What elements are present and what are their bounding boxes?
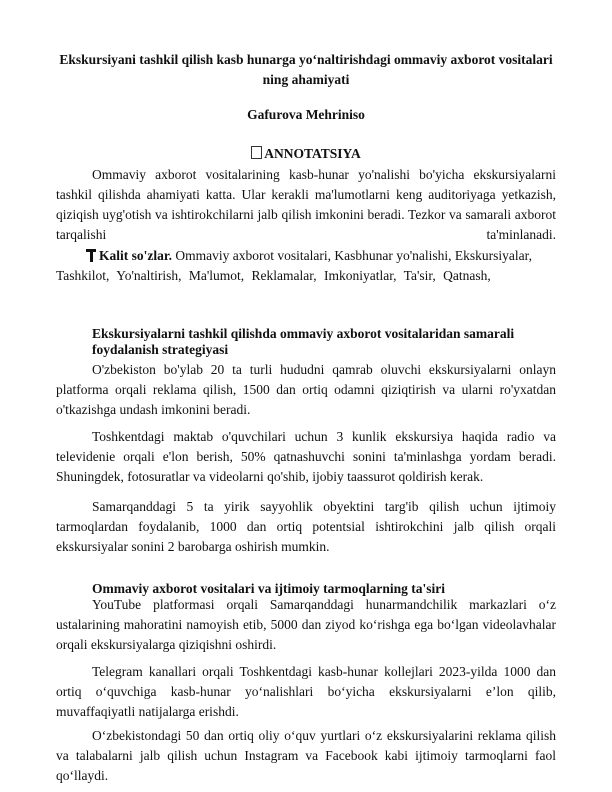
- keywords-text-2: Tashkilot, Yo'naltirish, Ma'lumot, Reklamalar, Imkoniyatlar, Ta'sir, Qatnash,: [56, 268, 491, 283]
- placeholder-glyph-icon: [251, 146, 262, 159]
- section-2-paragraph-3: O‘zbekistondagi 50 dan ortiq oliy o‘quv yurtlari o‘z ekskursiyalarini reklama qilish va talabalarni jalb qilish uchun Instagram va Facebook kabi ijtimoiy tarmoqlarni faol qo‘llaydi.: [56, 728, 556, 783]
- section-1-paragraph-2: Toshkentdagi maktab o'quvchilari uchun 3 kunlik ekskursiya haqida radio va televidenie orqali e'lon berish, 50% qatnashuvchi sonini ta'minlashga yordam beradi. Shuningdek, fotosuratlar va videolarni qo'shib, ijobiy taassurot qoldirish kerak.: [56, 429, 556, 484]
- keywords-label: Kalit so'zlar.: [99, 248, 172, 263]
- keywords-line-1: [56, 246, 556, 266]
- annotation-paragraph: Ommaviy axborot vositalarining kasb-hunar yo'nalishi bo'yicha ekskursiyalarni tashkil qilishda ahamiyati katta. Ular kerakli ma'lumotlarni keng auditoriyaga yetkazish, qiziqish uyg'otish va ishtirokchilarni jalb qilish imkonini beradi. Tezkor va samarali axborot tarqalishi ta'minlanadi.: [56, 167, 556, 242]
- section-2-heading: Ommaviy axborot vositalari va ijtimoiy tarmoqlarning ta'siri: [92, 581, 445, 596]
- keywords-text-1: Ommaviy axborot vositalari, Kasbhunar yo'nalishi, Ekskursiyalar,: [175, 248, 532, 263]
- annotation-heading-text: ANNOTATSIYA: [264, 146, 361, 161]
- section-1-heading: Ekskursiyalarni tashkil qilishda ommaviy axborot vositalaridan samarali foydalanish strategiyasi: [92, 326, 515, 357]
- annotation-heading: [56, 145, 556, 163]
- keywords-block: [56, 246, 556, 286]
- section-1-paragraph-3: Samarqanddagi 5 ta yirik sayyohlik obyektini targ'ib qilish uchun ijtimoiy tarmoqlardan foydalanib, 1000 dan ortiq potentsial ishtirokchini jalb qilish orqali ekskursiyalar sonini 2 barobarga oshirish mumkin.: [56, 499, 556, 554]
- flag-icon: [86, 248, 96, 262]
- section-2-paragraph-2: Telegram kanallari orqali Toshkentdagi kasb-hunar kollejlari 2023-yilda 1000 dan ortiq o‘quvchiga kasb-hunar yo‘nalishlari bo‘yicha ekskursiyalarni e’lon qilib, muvaffaqiyatli natijalarga erishdi.: [56, 664, 556, 719]
- paper-title: Ekskursiyani tashkil qilish kasb hunarga yo‘naltirishdagi ommaviy axborot vositalari ning ahamiyati: [59, 52, 553, 87]
- author-name: Gafurova Mehriniso: [247, 107, 365, 122]
- section-2-paragraph-1: YouTube platformasi orqali Samarqanddagi hunarmandchilik markazlari o‘z ustalarining mahoratini namoyish etib, 5000 dan ziyod ko‘rishga ega bo‘lgan videolavhalar orqali ekskursiyalarga qiziqishni oshirdi.: [56, 597, 556, 652]
- section-1-paragraph-1: O'zbekiston bo'ylab 20 ta turli hududni qamrab oluvchi ekskursiyalarni onlayn platforma orqali reklama qilish, 1500 dan ortiq odamni qiziqtirish va ularni ro'yxatdan o'tkazishga undash imkonini beradi.: [56, 362, 556, 417]
